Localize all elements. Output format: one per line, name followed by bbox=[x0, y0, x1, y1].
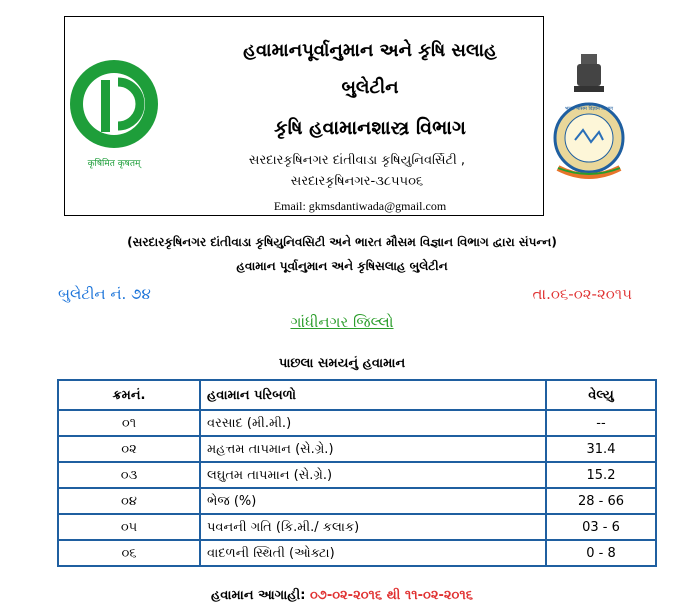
table-row bbox=[58, 410, 656, 436]
row-serial: ૦૪ bbox=[58, 488, 200, 514]
forecast-label: હવામાન આગાહી: bbox=[210, 588, 310, 603]
bulletin-number: બુલેટીન નં. ૭૪ bbox=[58, 285, 151, 303]
row-value: 03 - 6 bbox=[546, 514, 656, 540]
row-parameter: વરસાદ (મી.મી.) bbox=[200, 410, 546, 436]
imd-emblem-icon bbox=[550, 50, 628, 182]
university-address: સરદારકૃષિનગર દાંતીવાડા કૃષિયુનિવર્સિટી , સરદારકૃષિનગર-૩૮૫૫૦૬ bbox=[248, 153, 466, 189]
past-weather-title: પાછલા સમયનું હવામાન bbox=[278, 356, 406, 371]
row-serial: ૦૨ bbox=[58, 436, 200, 462]
contact-email: Email: gkmsdantiwada@gmail.com bbox=[273, 199, 447, 213]
forecast-line bbox=[0, 588, 684, 603]
table-row bbox=[58, 488, 656, 514]
bulletin-subtitle: બુલેટીન bbox=[341, 77, 399, 98]
row-parameter: વાદળની સ્થિતી (ઓક્ટા) bbox=[200, 540, 546, 566]
col-header-serial: ક્રમનં. bbox=[58, 380, 200, 410]
bulletin-line: હવામાન પૂર્વાનુમાન અને કૃષિસલાહ બુલેટીન bbox=[236, 259, 448, 273]
row-parameter: પવનની ગતિ (કિ.મી./ કલાક) bbox=[200, 514, 546, 540]
table-row bbox=[58, 462, 656, 488]
district-name: ગાંધીનગર જિલ્લો bbox=[290, 313, 394, 331]
table-header-row bbox=[58, 380, 656, 410]
department-name: કૃષિ હવામાનશાસ્ત્ર વિભાગ bbox=[274, 117, 466, 139]
institution-line: (સરદારકૃષિનગર દાંતીવાડા કૃષિયુનિવસિટી અને ભારત મૌસમ વિજ્ઞાન વિભાગ દ્વારા સંપન્ન) bbox=[127, 235, 557, 249]
row-value: 15.2 bbox=[546, 462, 656, 488]
row-value: 31.4 bbox=[546, 436, 656, 462]
table-row bbox=[58, 540, 656, 566]
district-heading bbox=[0, 313, 684, 331]
row-value: 28 - 66 bbox=[546, 488, 656, 514]
row-parameter: લઘુતમ તાપમાન (સે.ગ્રે.) bbox=[200, 462, 546, 488]
row-parameter: ભેજ (%) bbox=[200, 488, 546, 514]
row-serial: ૦૫ bbox=[58, 514, 200, 540]
row-parameter: મહત્તમ તાપમાન (સે.ગ્રે.) bbox=[200, 436, 546, 462]
col-header-value: વેલ્યુ bbox=[546, 380, 656, 410]
table-row bbox=[58, 436, 656, 462]
forecast-date-range: ૦૭-૦૨-૨૦૧૬ થી ૧૧-૦૨-૨૦૧૬ bbox=[309, 588, 474, 603]
emblem-banner-text: भारत मौसम विज्ञान विभाग bbox=[564, 106, 614, 112]
row-serial: ૦૩ bbox=[58, 462, 200, 488]
row-serial: ૦૧ bbox=[58, 410, 200, 436]
row-value: 0 - 8 bbox=[546, 540, 656, 566]
bulletin-date: તા.૦૬-૦૨-૨૦૧૫ bbox=[532, 285, 632, 303]
row-serial: ૦૬ bbox=[58, 540, 200, 566]
bulletin-main-title: હવામાનપૂર્વાનુમાન અને કૃષિ સલાહ bbox=[243, 40, 497, 61]
logo-caption: कृषिमित कृषतम् bbox=[87, 159, 141, 169]
past-weather-table bbox=[57, 379, 657, 567]
university-logo-icon bbox=[66, 52, 166, 172]
col-header-parameter: હવામાન પરિબળો bbox=[200, 380, 546, 410]
table-row bbox=[58, 514, 656, 540]
row-value: -- bbox=[546, 410, 656, 436]
